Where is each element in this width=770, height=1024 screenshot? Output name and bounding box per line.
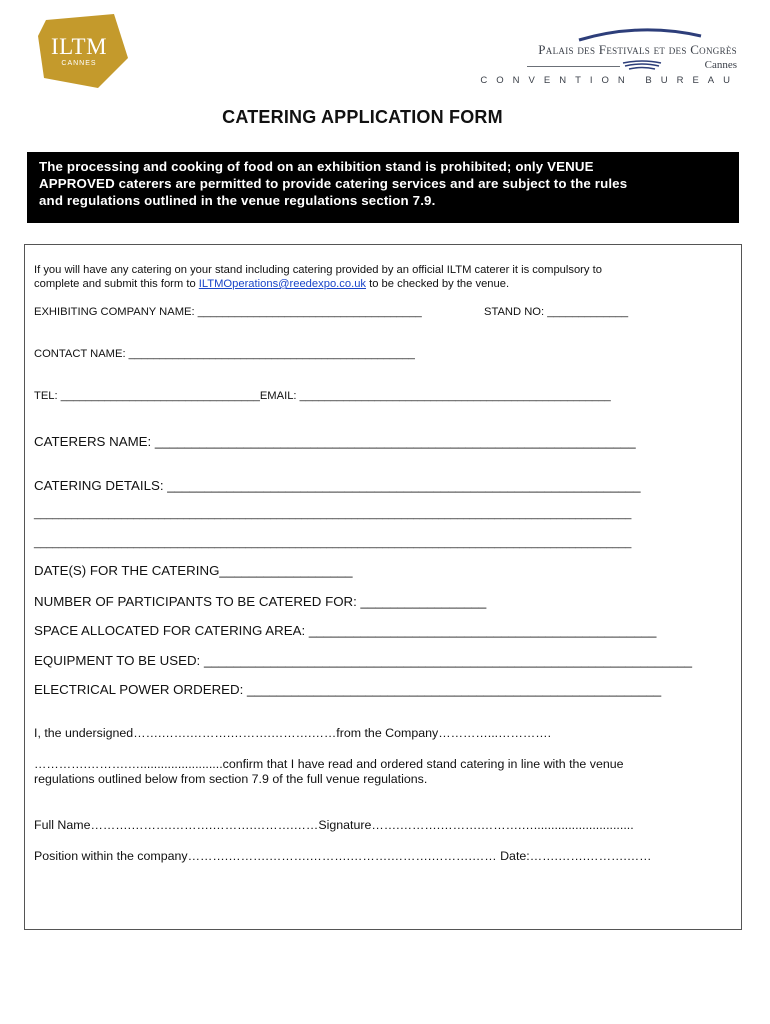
company-name-field[interactable]: EXHIBITING COMPANY NAME: ____________________________________: [34, 306, 422, 318]
warning-line-1: The processing and cooking of food on an exhibition stand is prohibited; only VENUE: [39, 159, 594, 174]
caterers-name-field[interactable]: CATERERS NAME: _________________________________________________________________: [34, 434, 636, 449]
warning-banner: [27, 152, 739, 223]
palais-arc-icon: [575, 26, 705, 42]
palais-logo-title: Palais des Festivals et des Congrès: [538, 42, 737, 57]
catering-details-line-2[interactable]: ________________________________________________________________________________________________: [34, 508, 632, 520]
intro-line-2: [34, 278, 509, 290]
palais-logo-city: Cannes: [704, 59, 737, 71]
undersigned-line[interactable]: I, the undersigned…….…….……….……….……….……from the Company…………...………….: [34, 726, 552, 740]
palais-waves-icon: [621, 60, 663, 72]
catering-dates-field[interactable]: DATE(S) FOR THE CATERING__________________: [34, 563, 353, 578]
intro-text-post: to be checked by the venue.: [366, 278, 510, 290]
tel-email-field[interactable]: TEL: ________________________________EMAIL: __________________________________________________: [34, 390, 611, 402]
iltm-logo-subtext: CANNES: [61, 60, 97, 67]
participants-field[interactable]: NUMBER OF PARTICIPANTS TO BE CATERED FOR: _________________: [34, 594, 487, 609]
iltm-logo: [36, 14, 132, 88]
intro-text-pre: complete and submit this form to: [34, 278, 199, 290]
full-name-signature-line[interactable]: Full Name……….……….……….……….……….……Signature…….……….……….……….….............................: [34, 818, 634, 832]
confirm-line-1[interactable]: ………….……….…........................confirm that I have read and ordered stand catering in line with the venue: [34, 757, 624, 771]
space-allocated-field[interactable]: SPACE ALLOCATED FOR CATERING AREA: _______________________________________________: [34, 623, 657, 638]
contact-name-field[interactable]: CONTACT NAME: ______________________________________________: [34, 348, 415, 360]
stand-number-field[interactable]: STAND NO: _____________: [484, 306, 629, 318]
palais-logo: [480, 26, 745, 92]
warning-line-2: APPROVED caterers are permitted to provide catering services and are subject to the rules: [39, 176, 628, 191]
warning-line-3: and regulations outlined in the venue regulations section 7.9.: [39, 193, 436, 208]
electrical-power-field[interactable]: ELECTRICAL POWER ORDERED: ________________________________________________________: [34, 682, 662, 697]
page-title: CATERING APPLICATION FORM: [222, 107, 503, 127]
catering-details-field[interactable]: CATERING DETAILS: ________________________________________________________________: [34, 478, 641, 493]
confirm-line-2: regulations outlined below from section 7.9 of the full venue regulations.: [34, 772, 428, 786]
catering-details-line-3[interactable]: ________________________________________________________________________________________________: [34, 537, 632, 549]
palais-logo-bureau: CONVENTION BUREAU: [480, 75, 739, 86]
operations-email-link[interactable]: ILTMOperations@reedexpo.co.uk: [198, 278, 367, 290]
equipment-field[interactable]: EQUIPMENT TO BE USED: __________________________________________________________________: [34, 653, 693, 668]
iltm-logo-text: ILTM: [50, 34, 108, 59]
intro-line-1: If you will have any catering on your stand including catering provided by an official ILTM caterer it is compulsory to: [34, 264, 602, 276]
position-date-line[interactable]: Position within the company……….……….……….……….……….……….……….…… Date:…….…….……….……: [34, 849, 652, 863]
palais-logo-divider: [527, 66, 620, 67]
